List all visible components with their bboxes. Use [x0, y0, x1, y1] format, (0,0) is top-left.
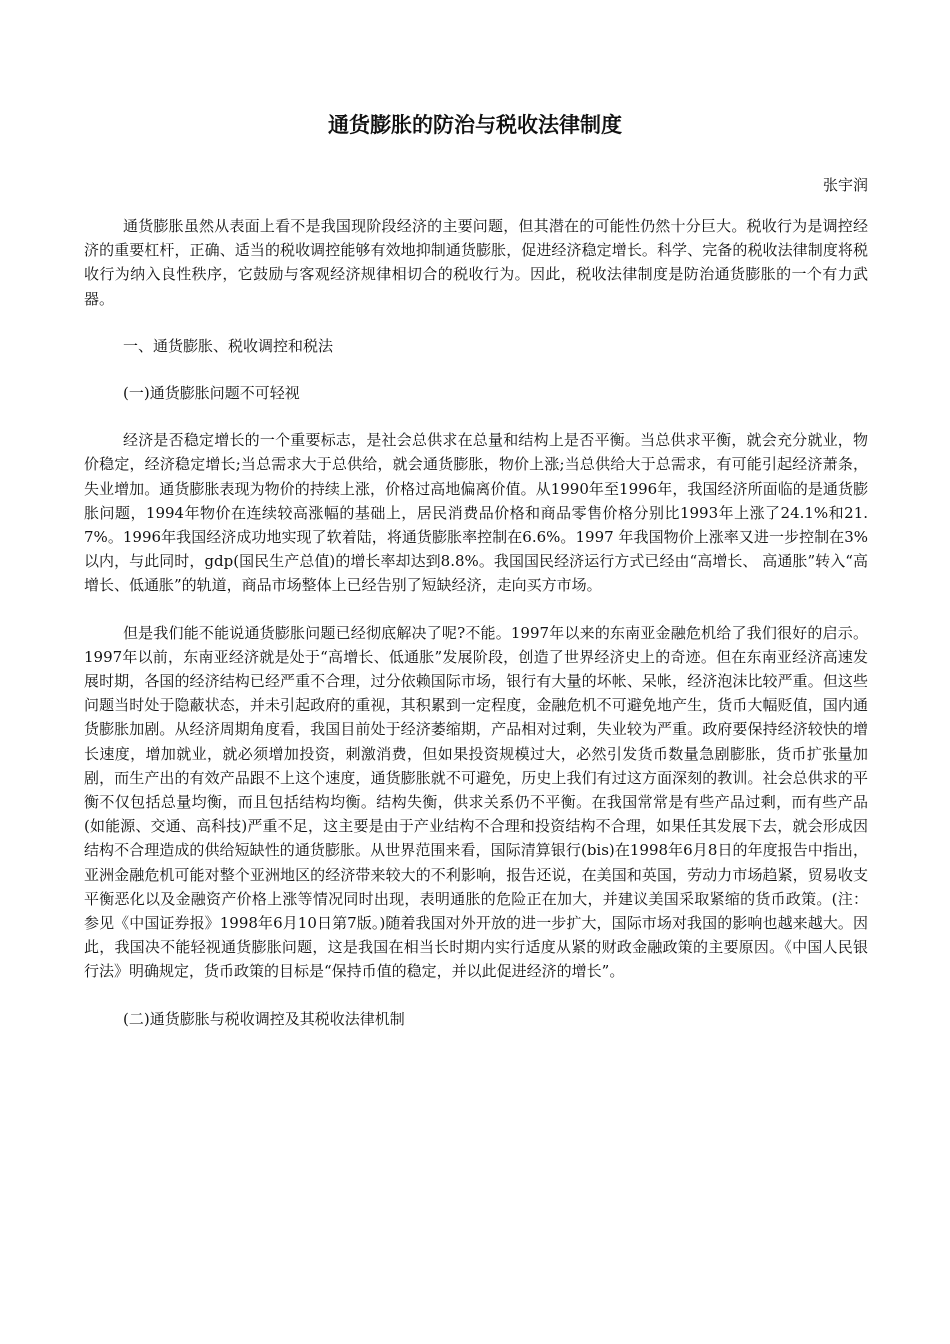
paragraph-inflation-risk: 但是我们能不能说通货膨胀问题已经彻底解决了呢?不能。1997年以来的东南亚金融危机给了我们很好的启示。1997年以前，东南亚经济就是处于“高增长、低通胀”发展阶段，创造了世界经济史上的奇迹。但在东南亚经济高速发展时期，各国的经济结构已经严重不合理，过分依赖国际市场，银行有大量的坏帐、呆帐，经济泡沫比较严重。但这些问题当时处于隐蔽状态，并未引起政府的重视，其积累到一定程度，金融危机不可避免地产生，货币大幅贬值，国内通货膨胀加剧。从经济周期角度看，我国目前处于经济萎缩期，产品相对过剩，失业较为严重。政府要保持经济较快的增长速度，增加就业，就必须增加投资，刺激消费，但如果投资规模过大，必然引发货币数量急剧膨胀，货币扩张量加剧，而生产出的有效产品跟不上这个速度，通货膨胀就不可避免，历史上我们有过这方面深刻的教训。社会总供求的平衡不仅包括总量均衡，而且包括结构均衡。结构失衡，供求关系仍不平衡。在我国常常是有些产品过剩，而有些产品(如能源、交通、高科技)严重不足，这主要是由于产业结构不合理和投资结构不合理，如果任其发展下去，就会形成因结构不合理造成的供给短缺性的通货膨胀。从世界范围来看，国际清算银行(bis)在1998年6月8日的年度报告中指出， 亚洲金融危机可能对整个亚洲地区的经济带来较大的不利影响，报告还说，在美国和英国，劳动力市场趋紧，贸易收支平衡恶化以及金融资产价格上涨等情况同时出现，表明通胀的危险正在加大，并建议美国采取紧缩的货币政策。(注：参见《中国证券报》1998年6月10日第7版。)随着我国对外开放的进一步扩大，国际市场对我国的影响也越来越大。因此，我国决不能轻视通货膨胀问题，这是我国在相当长时期内实行适度从紧的财政金融政策的主要原因。《中国人民银行法》明确规定，货币政策的目标是“保持币值的稳定，并以此促进经济的增长”。 [84, 623, 868, 981]
paragraph-intro: 通货膨胀虽然从表面上看不是我国现阶段经济的主要问题，但其潜在的可能性仍然十分巨大。税收行为是调控经济的重要杠杆，正确、适当的税收调控能够有效地抑制通货膨胀，促进经济稳定增长。科学、完备的税收法律制度将税收行为纳入良性秩序，它鼓励与客观经济规律相切合的税收行为。因此，税收法律制度是防治通货膨胀的一个有力武器。 [84, 217, 868, 308]
document-title: 通货膨胀的防治与税收法律制度 [328, 113, 622, 137]
author-name: 张宇润 [822, 176, 868, 194]
document-body [84, 214, 868, 1054]
paragraph-economic-stability: 经济是否稳定增长的一个重要标志，是社会总供求在总量和结构上是否平衡。当总供求平衡，就会充分就业，物价稳定，经济稳定增长;当总需求大于总供给，就会通货膨胀，物价上涨;当总供给大于总需求，有可能引起经济萧条，失业增加。通货膨胀表现为物价的持续上涨，价格过高地偏离价值。从1990年至1996年，我国经济所面临的是通货膨胀问题，1994年物价在连续较高涨幅的基础上，居民消费品价格和商品零售价格分别比1993年上涨了24.1%和21.7%。1996年我国经济成功地实现了软着陆，将通货膨胀率控制在6.6%。1997 年我国物价上涨率又进一步控制在3%以内，与此同时，gdp(国民生产总值)的增长率却达到8.8%。我国国民经济运行方式已经由“高增长、 高通胀”转入“高增长、低通胀”的轨道，商品市场整体上已经告别了短缺经济，走向买方市场。 [84, 431, 868, 595]
subsection-heading-1: (一)通货膨胀问题不可轻视 [123, 384, 300, 403]
subsection-heading-2: (二)通货膨胀与税收调控及其税收法律机制 [123, 1009, 405, 1028]
section-heading-1: 一、通货膨胀、税收调控和税法 [123, 336, 334, 355]
